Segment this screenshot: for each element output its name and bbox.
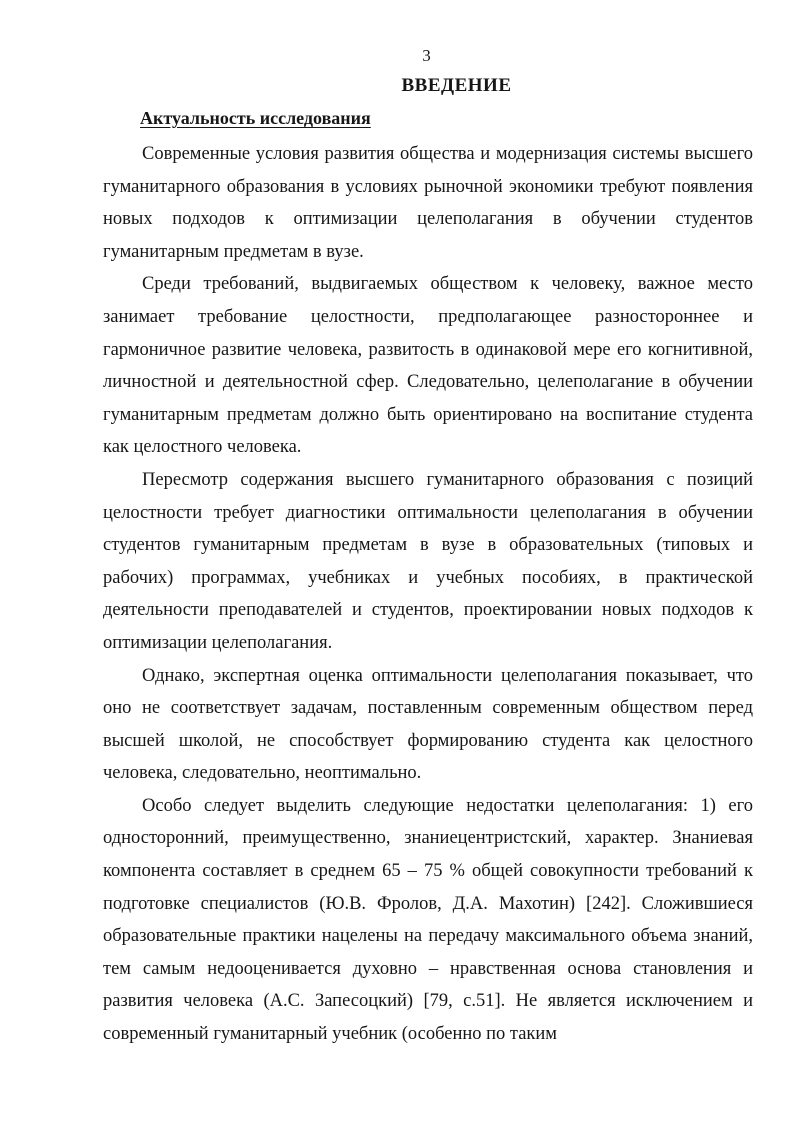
paragraph: Среди требований, выдвигаемых обществом к человеку, важное место занимает требование целостности, предполагающее разностороннее и гармоничное развитие человека, развитость в одинаковой мере его когнитивной, личностной и деятельностной сфер. Следовательно, целеполагание в обучении гуманитарным предметам должно быть ориентировано на воспитание студента как целостного человека. (103, 274, 753, 458)
body-text (103, 138, 753, 1051)
paragraph: Особо следует выделить следующие недостатки целеполагания: 1) его односторонний, преимущественно, знаниецентристский, характер. Знаниевая компонента составляет в среднем 65 – 75 % общей совокупности требований к подготовке специалистов (Ю.В. Фролов, Д.А. Махотин) [242]. Сложившиеся образовательные практики нацелены на передачу максимального объема знаний, тем самым недооценивается духовно – нравственная основа становления и развития человека (А.С. Запесоцкий) [79, с.51]. Не является исключением и современный гуманитарный учебник (особенно по таким (103, 795, 753, 1045)
paragraph: Современные условия развития общества и модернизация системы высшего гуманитарного образования в условиях рыночной экономики требуют появления новых подходов к оптимизации целеполагания в обучении студентов гуманитарным предметам в вузе. (103, 144, 753, 262)
paragraph: Однако, экспертная оценка оптимальности целеполагания показывает, что оно не соответствует задачам, поставленным современным обществом перед высшей школой, не способствует формированию студента как целостного человека, следовательно, неоптимально. (103, 665, 753, 784)
page-title: ВВЕДЕНИЕ (401, 75, 512, 96)
section-heading: Актуальность исследования (140, 108, 371, 128)
page-number: 3 (422, 46, 431, 65)
paragraph: Пересмотр содержания высшего гуманитарного образования с позиций целостности требует диагностики оптимальности целеполагания в обучении студентов гуманитарным предметам в вузе в образовательных (типовых и рабочих) программах, учебниках и учебных пособиях, в практической деятельности преподавателей и студентов, проектировании новых подходов к оптимизации целеполагания. (103, 469, 753, 653)
